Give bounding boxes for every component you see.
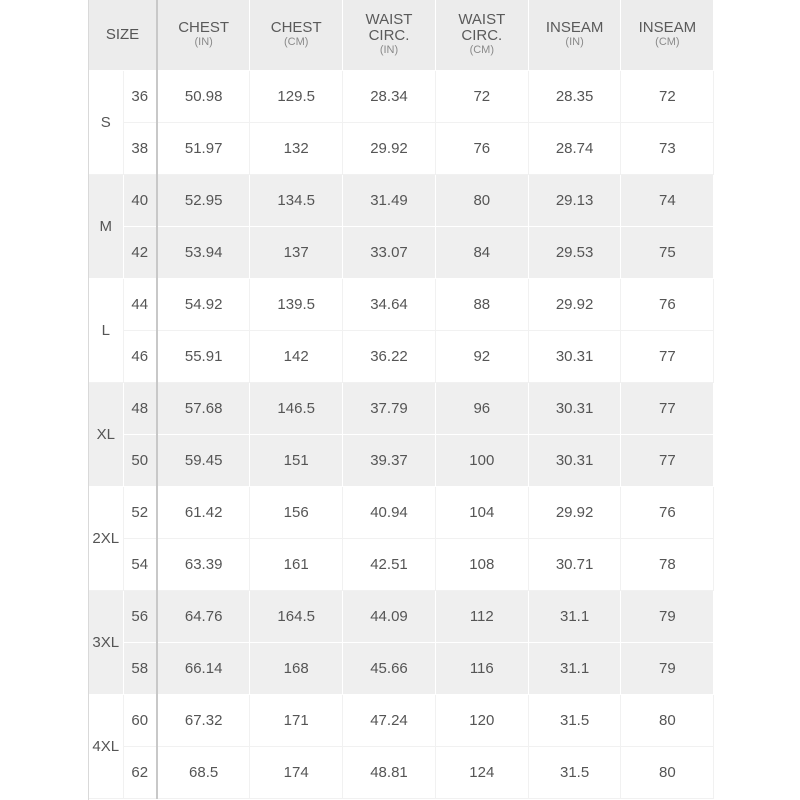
table-row [89,486,714,538]
measurement-cell: 168 [250,642,343,694]
size-number: 50 [123,434,157,486]
size-label: 4XL [89,694,123,798]
measurement-cell: 80 [621,694,714,746]
size-number: 46 [123,330,157,382]
column-header-unit: (CM) [469,44,494,57]
table-row [89,434,714,486]
table-row [89,122,714,174]
measurement-cell: 104 [435,486,528,538]
measurement-cell: 33.07 [343,226,436,278]
measurement-cell: 164.5 [250,590,343,642]
measurement-cell: 54.92 [157,278,250,330]
measurement-cell: 66.14 [157,642,250,694]
column-header-unit: (IN) [194,36,213,49]
measurement-cell: 161 [250,538,343,590]
header-row [89,0,714,70]
column-header-inseam-cm [621,0,714,70]
column-header-label: INSEAM [545,19,604,37]
measurement-cell: 72 [435,70,528,122]
measurement-cell: 29.13 [528,174,621,226]
measurement-cell: 139.5 [250,278,343,330]
measurement-cell: 28.74 [528,122,621,174]
measurement-cell: 156 [250,486,343,538]
column-header-unit: (CM) [283,36,309,49]
measurement-cell: 75 [621,226,714,278]
measurement-cell: 63.39 [157,538,250,590]
measurement-cell: 88 [435,278,528,330]
column-header-unit: (CM) [655,36,680,49]
measurement-cell: 31.1 [528,590,621,642]
measurement-cell: 42.51 [343,538,436,590]
measurement-cell: 29.92 [528,278,621,330]
measurement-cell: 73 [621,122,714,174]
size-number: 36 [123,70,157,122]
measurement-cell: 112 [435,590,528,642]
column-header-chest-cm [250,0,343,70]
size-label: M [89,174,123,278]
measurement-cell: 48.81 [343,746,436,798]
table-row [89,694,714,746]
size-number: 60 [123,694,157,746]
table-row [89,590,714,642]
column-header-label: WAIST CIRC. [365,11,413,45]
measurement-cell: 77 [621,382,714,434]
size-number: 56 [123,590,157,642]
column-header-waist-in [343,0,436,70]
measurement-cell: 77 [621,434,714,486]
measurement-cell: 132 [250,122,343,174]
column-header-waist-cm [435,0,528,70]
size-number: 52 [123,486,157,538]
size-label: XL [89,382,123,486]
measurement-cell: 76 [621,278,714,330]
size-number: 44 [123,278,157,330]
size-label: L [89,278,123,382]
column-header-unit: (IN) [379,44,399,57]
size-label: 3XL [89,590,123,694]
measurement-cell: 36.22 [343,330,436,382]
measurement-cell: 120 [435,694,528,746]
measurement-cell: 34.64 [343,278,436,330]
table-row [89,174,714,226]
size-number: 40 [123,174,157,226]
measurement-cell: 76 [621,486,714,538]
measurement-cell: 55.91 [157,330,250,382]
table-body [89,70,714,798]
table-row [89,642,714,694]
column-header-unit: (IN) [565,36,584,49]
measurement-cell: 80 [435,174,528,226]
measurement-cell: 57.68 [157,382,250,434]
measurement-cell: 30.31 [528,434,621,486]
measurement-cell: 29.92 [528,486,621,538]
measurement-cell: 52.95 [157,174,250,226]
table-row [89,226,714,278]
measurement-cell: 78 [621,538,714,590]
measurement-cell: 92 [435,330,528,382]
column-header-label: CHEST [178,19,230,37]
size-label: S [89,70,123,174]
measurement-cell: 174 [250,746,343,798]
size-number: 54 [123,538,157,590]
measurement-cell: 74 [621,174,714,226]
measurement-cell: 151 [250,434,343,486]
measurement-cell: 31.5 [528,746,621,798]
measurement-cell: 31.5 [528,694,621,746]
size-number: 58 [123,642,157,694]
measurement-cell: 47.24 [343,694,436,746]
size-number: 62 [123,746,157,798]
measurement-cell: 146.5 [250,382,343,434]
table-row [89,278,714,330]
measurement-cell: 31.49 [343,174,436,226]
measurement-cell: 84 [435,226,528,278]
measurement-cell: 51.97 [157,122,250,174]
measurement-cell: 137 [250,226,343,278]
measurement-cell: 39.37 [343,434,436,486]
table-row [89,330,714,382]
measurement-cell: 108 [435,538,528,590]
size-column-header: SIZE [89,0,157,70]
measurement-cell: 59.45 [157,434,250,486]
measurement-cell: 61.42 [157,486,250,538]
measurement-cell: 64.76 [157,590,250,642]
measurement-cell: 79 [621,642,714,694]
table-row [89,538,714,590]
measurement-cell: 31.1 [528,642,621,694]
measurement-cell: 76 [435,122,528,174]
size-number: 42 [123,226,157,278]
measurement-cell: 45.66 [343,642,436,694]
measurement-cell: 40.94 [343,486,436,538]
measurement-cell: 77 [621,330,714,382]
size-table [89,0,714,799]
measurement-cell: 29.53 [528,226,621,278]
measurement-cell: 29.92 [343,122,436,174]
measurement-cell: 68.5 [157,746,250,798]
measurement-cell: 171 [250,694,343,746]
measurement-cell: 67.32 [157,694,250,746]
size-label: 2XL [89,486,123,590]
measurement-cell: 116 [435,642,528,694]
column-header-label: INSEAM [638,19,697,37]
measurement-cell: 37.79 [343,382,436,434]
measurement-cell: 96 [435,382,528,434]
table-row [89,70,714,122]
size-number: 48 [123,382,157,434]
measurement-cell: 30.71 [528,538,621,590]
measurement-cell: 28.34 [343,70,436,122]
measurement-cell: 134.5 [250,174,343,226]
measurement-cell: 72 [621,70,714,122]
measurement-cell: 80 [621,746,714,798]
measurement-cell: 53.94 [157,226,250,278]
column-header-inseam-in [528,0,621,70]
measurement-cell: 129.5 [250,70,343,122]
size-number: 38 [123,122,157,174]
table-row [89,382,714,434]
measurement-cell: 124 [435,746,528,798]
measurement-cell: 142 [250,330,343,382]
measurement-cell: 100 [435,434,528,486]
measurement-cell: 79 [621,590,714,642]
measurement-cell: 44.09 [343,590,436,642]
measurement-cell: 50.98 [157,70,250,122]
table-row [89,746,714,798]
size-chart [88,0,714,800]
column-header-label: WAIST CIRC. [458,11,506,45]
measurement-cell: 28.35 [528,70,621,122]
column-header-chest-in [157,0,250,70]
measurement-cell: 30.31 [528,382,621,434]
column-header-label: CHEST [270,19,322,37]
measurement-cell: 30.31 [528,330,621,382]
